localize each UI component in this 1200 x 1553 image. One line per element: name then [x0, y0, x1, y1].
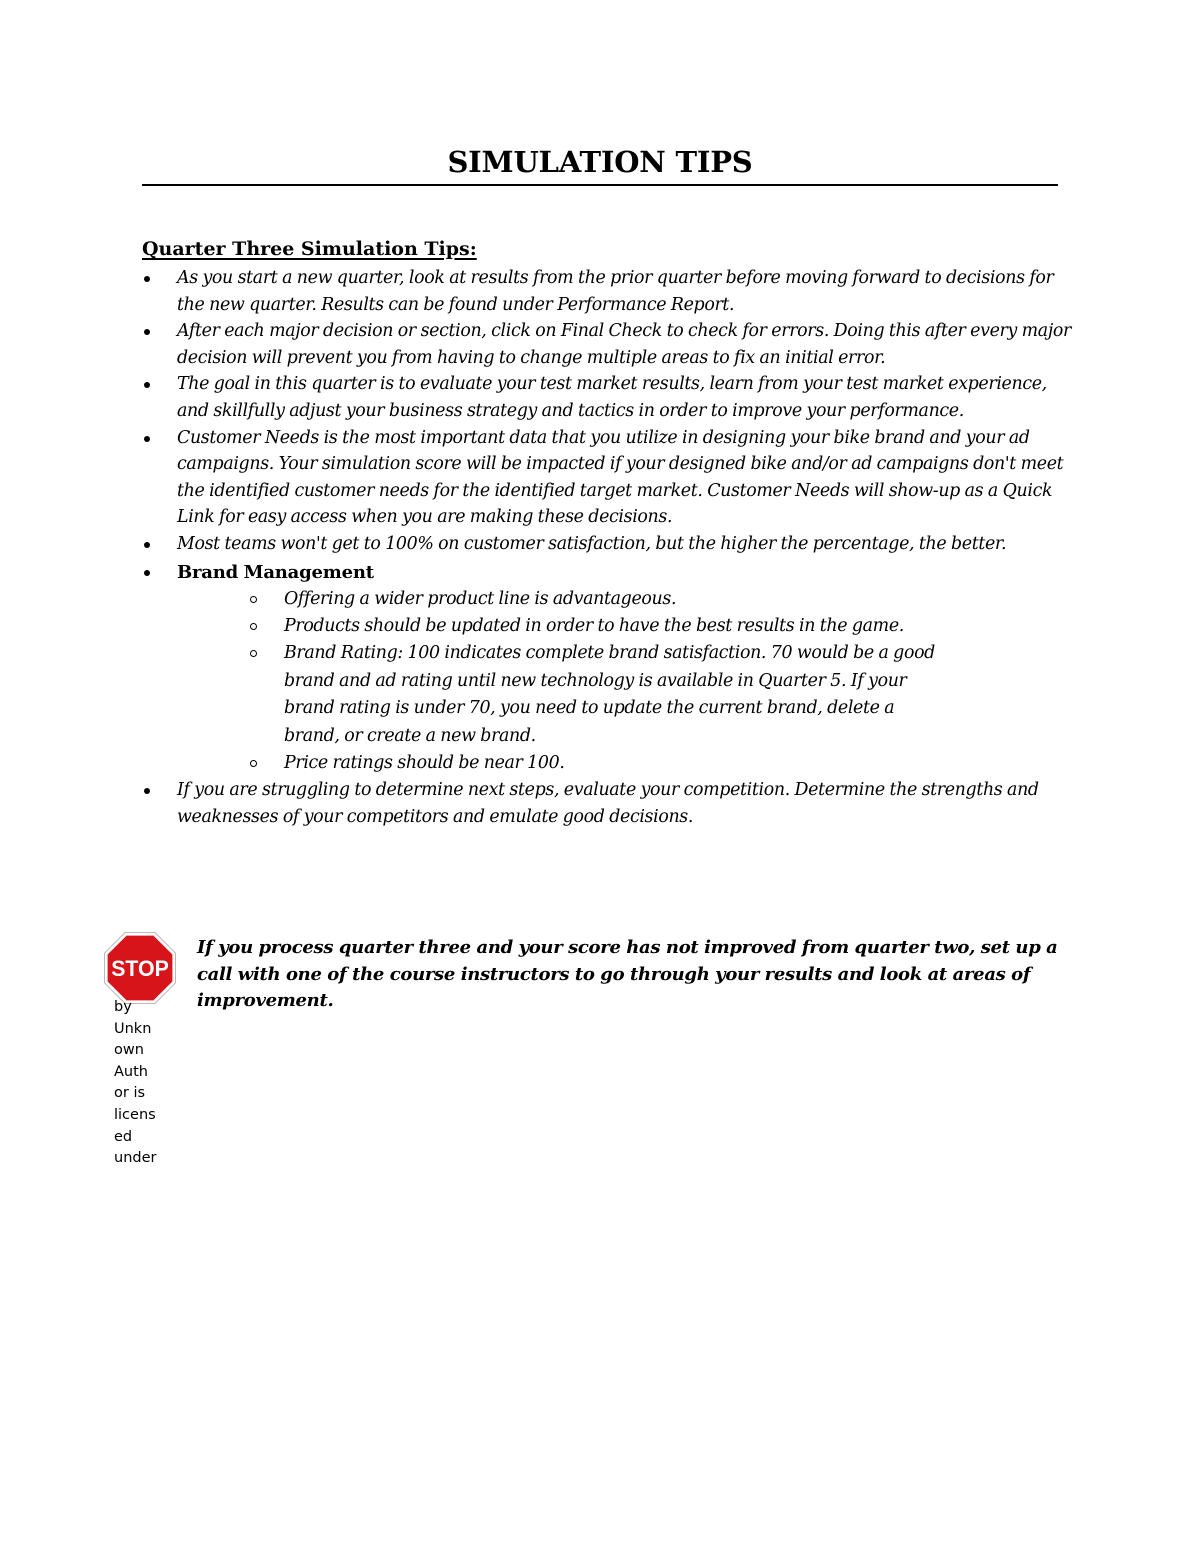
list-item [142, 265, 1072, 318]
bullet-icon [144, 570, 150, 576]
sub-item-text: Offering a wider product line is advantageous. [284, 588, 677, 609]
hollow-bullet-icon [250, 760, 257, 767]
image-credit: by Unkn own Auth or is licens ed under [114, 999, 157, 1167]
tips-list [142, 265, 1072, 831]
section-heading: Quarter Three Simulation Tips: [142, 238, 477, 260]
sub-list-item [248, 613, 950, 640]
title-rule [142, 184, 1058, 186]
sub-item-text: Brand Rating: 100 indicates complete brand satisfaction. 70 would be a good brand and ad rating until new technology is available in Quarter 5. If your brand rating is under 70, you need to update the current brand, delete a brand, or create a new brand. [284, 643, 935, 746]
warning-text: If you process quarter three and your score has not improved from quarter two, set up a call with one of the course instructors to go through your results and look at areas of improvement. [197, 937, 1058, 1011]
bullet-icon [144, 329, 150, 335]
hollow-bullet-icon [250, 623, 257, 630]
list-item [142, 318, 1072, 371]
stop-sign-text: STOP [111, 955, 169, 981]
sub-list-item [248, 586, 950, 613]
bullet-icon [144, 542, 150, 548]
list-item [142, 371, 1072, 424]
tip-text: Customer Needs is the most important data that you utilize in designing your bike brand and your ad campaigns. Your simulation score will be impacted if your designed bike and/or ad campaigns don't meet the identified customer needs for the identified target market. Customer Needs will show-up as a Quick Link for easy access when you are making these decisions. [177, 427, 1064, 528]
tip-text: Most teams won't get to 100% on customer satisfaction, but the higher the percentage, the better. [177, 533, 1007, 554]
bullet-icon [144, 436, 150, 442]
sub-list-item [248, 640, 950, 750]
brand-management-label: Brand Management [177, 561, 374, 583]
bullet-icon [144, 276, 150, 282]
bullet-icon [144, 788, 150, 794]
tip-text: As you start a new quarter, look at results from the prior quarter before moving forward to decisions for the new quarter. Results can be found under Performance Report. [177, 268, 1054, 315]
hollow-bullet-icon [250, 650, 257, 657]
page-title: SIMULATION TIPS [447, 145, 753, 179]
tip-text: If you are struggling to determine next steps, evaluate your competition. Determine the strengths and weaknesses of your competitors and emulate good decisions. [177, 780, 1039, 827]
tip-text: The goal in this quarter is to evaluate your test market results, learn from your test market experience, and skillfully adjust your business strategy and tactics in order to improve your performance. [177, 374, 1047, 421]
stop-sign-icon [104, 932, 176, 1004]
list-item [142, 777, 1072, 830]
bullet-icon [144, 382, 150, 388]
brand-management-list [177, 586, 1072, 778]
list-item [142, 425, 1072, 531]
list-item [142, 531, 1072, 558]
hollow-bullet-icon [250, 596, 257, 603]
tip-text: After each major decision or section, click on Final Check to check for errors. Doing this after every major decision will prevent you from having to change multiple areas to fix an initial error. [177, 321, 1071, 368]
sub-item-text: Price ratings should be near 100. [284, 752, 565, 773]
sub-list-item [248, 750, 950, 777]
brand-management-item [142, 559, 1072, 778]
sub-item-text: Products should be updated in order to have the best results in the game. [284, 615, 904, 636]
